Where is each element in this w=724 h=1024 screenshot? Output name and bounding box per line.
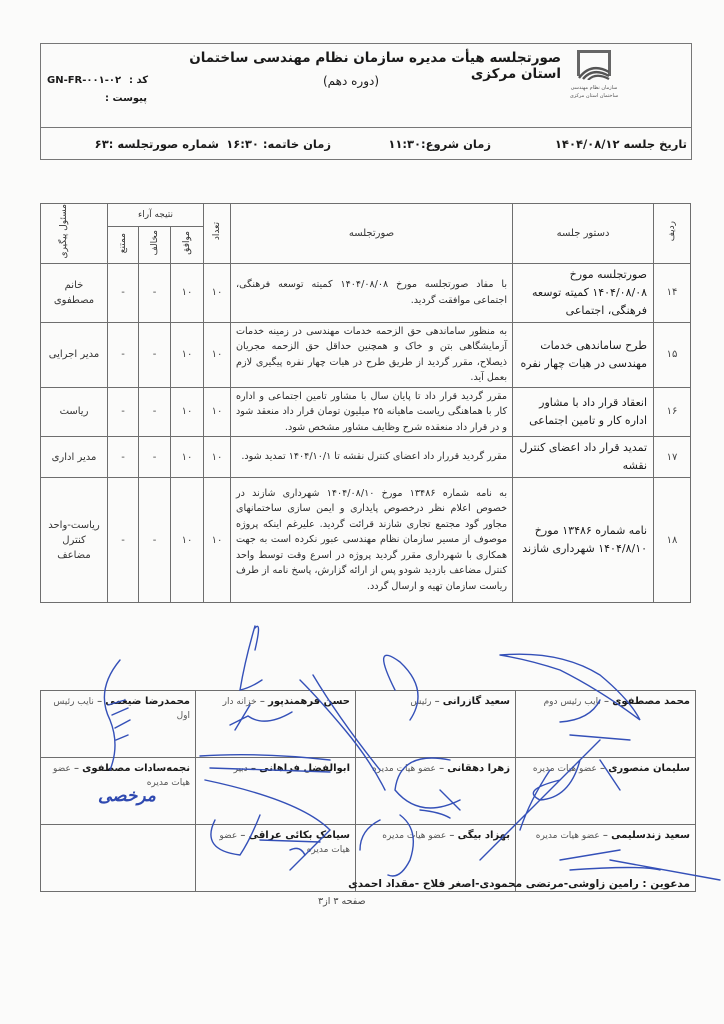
signatory-role: نایب رئیس دوم [543,697,601,707]
header-vote-result: نتیجه آراء [108,204,204,227]
header-agenda: دستور جلسه [513,204,654,264]
signatory-role: عضو هیات مدیره [219,831,350,855]
start-time: زمان شروع:۱۱:۳۰ [388,137,491,151]
agenda-item: انعقاد قرار داد با مشاور اداره کار و تامین اجتماعی [513,387,654,437]
minutes-text: مقرر گردید قرار داد تا پایان سال با مشاور تامین اجتماعی و اداره کار با هماهنگی ریاست ماهیانه ۲۵ میلیون تومان قرار داد منعقد شود و در قرار داد منعقده شرح وظایف مشاور مشخص شود. [231,387,513,437]
table-row [41,437,691,478]
signatory-name: سعید گازرانی [442,696,510,707]
separator: – [435,763,448,774]
responsible-party: ریاست-واحد کنترل مضاعف [41,478,108,603]
signatory-role: عضو هیات مدیره [52,764,190,788]
row-number: ۱۶ [654,387,691,437]
votes-agree: ۱۰ [171,322,204,387]
signatory-cell [516,691,696,758]
end-time: زمان خاتمه: ۱۶:۳۰ [226,137,331,151]
signatory-name: سیامک بکائی عراقی [248,830,350,841]
votes-oppose: - [139,437,171,478]
agenda-item: صورتجلسه مورخ ۱۴۰۴/۰۸/۰۸ کمیته توسعه فرهنگی، اجتماعی [513,263,654,322]
document-code-value: GN-FR-۰۰۱-۰۲ [47,75,122,86]
minutes-text: به منظور ساماندهی حق الزحمه خدمات مهندسی در زمینه خدمات آزمایشگاهی بتن و خاک و همچنین حداقل حق الزحمه مجریان ذیصلاح، مقرر گردید از طریق طرح در هیات چهار نفره پیگیری لازم بعمل آید. [231,322,513,387]
signatory-name: سلیمان منصوری [608,763,690,774]
signatory-name: محمد مصطفوی [612,696,690,707]
signatory-name: حسن فرهمندپور [268,696,350,707]
votes-abstain: - [108,387,139,437]
separator: – [446,830,458,841]
signatory-cell [41,825,196,892]
agenda-item: طرح ساماندهی خدمات مهندسی در هیات چهار نفره [513,322,654,387]
row-number: ۱۷ [654,437,691,478]
table-row [41,263,691,322]
separator: – [599,830,612,841]
header-divider [41,127,691,128]
votes-abstain: - [108,437,139,478]
votes-oppose: - [139,478,171,603]
document-header [40,43,692,160]
attachment-label: پیوست : [105,93,148,104]
separator: – [93,696,106,707]
signatory-cell [196,758,356,825]
separator: – [247,763,260,774]
logo-stripes-icon [575,58,613,80]
table-row [41,387,691,437]
handwritten-remark: مرخصی [98,786,156,806]
votes-oppose: - [139,263,171,322]
separator: – [237,830,249,841]
vote-count: ۱۰ [204,387,231,437]
agenda-item: نامه شماره ۱۳۴۸۶ مورخ ۱۴۰۴/۸/۱۰ شهرداری شازند [513,478,654,603]
minutes-number: شماره صورتجلسه :۶۳ [94,137,219,151]
header-abstain: ممتنع [108,226,139,263]
signatory-name: بهزاد بیگی [457,830,510,841]
separator: – [431,696,443,707]
responsible-party: خانم مصطفوی [41,263,108,322]
row-number: ۱۵ [654,322,691,387]
signatory-cell [356,758,516,825]
votes-abstain: - [108,478,139,603]
meeting-date: تاریخ جلسه ۱۴۰۴/۰۸/۱۲ [554,137,687,151]
minutes-text: به نامه شماره ۱۳۴۸۶ مورخ ۱۴۰۴/۰۸/۱۰ شهرداری شازند در خصوص اعلام نظر درخصوص پایداری و ایمن سازی ساختمانهای مجاور گود مجتمع تجاری شازند قرائت گردید. علیرغم اینکه پروژه موصوف از مسیر سازمان نظام مهندسی عبور نکرده است به جهت همکاری با شهرداری مقرر گردید پروژه در اسرع وقت توسط واحد کنترل مضاعف بازدید شودو پس از ارائه گزارش، پاسخ نامه از طرف ریاست سازمان تهیه و ارسال گردد. [231,478,513,603]
document-code-label: کد : [129,75,149,86]
header-minutes: صورتجلسه [231,204,513,264]
votes-oppose: - [139,322,171,387]
header-agree: موافق [171,226,204,263]
signatory-role: عضو هیات مدیره [532,764,597,774]
signatory-name: نجمه‌سادات مصطفوی [82,763,190,774]
row-number: ۱۴ [654,263,691,322]
signatory-role: خزانه دار [222,697,257,707]
vote-count: ۱۰ [204,263,231,322]
signatory-role: عضو هیات مدیره [371,764,436,774]
document-title: صورتجلسه هیأت مدیره سازمان نظام مهندسی ساختمان استان مرکزی [189,50,561,82]
signature-row [41,691,696,758]
signatory-name: ابوالفضل فراهانی [259,763,350,774]
votes-agree: ۱۰ [171,478,204,603]
separator: – [70,763,83,774]
votes-agree: ۱۰ [171,437,204,478]
page-number: صفحه ۳ از۳ [318,896,366,907]
row-number: ۱۸ [654,478,691,603]
vote-count: ۱۰ [204,478,231,603]
votes-abstain: - [108,322,139,387]
responsible-party: مدیر اجرایی [41,322,108,387]
signatory-name: زهرا دهقانی [447,763,510,774]
agenda-item: تمدید قرار داد اعضای کنترل نقشه [513,437,654,478]
votes-agree: ۱۰ [171,263,204,322]
header-count: تعداد [204,204,231,264]
separator: – [256,696,269,707]
logo-caption: سازمان نظام مهندسی ساختمان استان مرکزی [569,85,619,99]
signatory-cell [356,691,516,758]
signatory-role: عضو هیات مدیره [382,831,447,841]
table-row [41,322,691,387]
signatory-cell [41,691,196,758]
invitees-list: مدعوین : رامین زاوشی-مرتضی محمودی-اصغر فلاح -مقداد احمدی [348,878,690,890]
separator: – [600,696,613,707]
votes-agree: ۱۰ [171,387,204,437]
vote-count: ۱۰ [204,437,231,478]
signatory-role: رئیس [410,697,432,707]
signatory-role: عضو هیات مدیره [535,831,600,841]
organization-logo [569,48,619,118]
header-responsible: مسئول پیگیری [41,204,108,264]
signatory-role: نایب رئیس اول [53,697,190,721]
header-row-number: ردیف [654,204,691,264]
responsible-party: مدیر اداری [41,437,108,478]
signatory-cell [196,691,356,758]
signatory-cell [196,825,356,892]
table-row [41,478,691,603]
signatory-cell [516,758,696,825]
minutes-text: مقرر گردید قررار داد اعضای کنترل نقشه تا ۱۴۰۴/۱۰/۱ تمدید شود. [231,437,513,478]
vote-count: ۱۰ [204,322,231,387]
signatory-name: سعید زندسلیمی [611,830,690,841]
votes-oppose: - [139,387,171,437]
signatory-role: دبیر [233,764,248,774]
minutes-table [40,203,691,603]
header-oppose: مخالف [139,226,171,263]
signatory-name: محمدرضا ضیغمی [105,696,190,707]
responsible-party: ریاست [41,387,108,437]
minutes-text: با مفاد صورتجلسه مورخ ۱۴۰۴/۰۸/۰۸ کمیته توسعه فرهنگی، اجتماعی موافقت گردید. [231,263,513,322]
separator: – [596,763,609,774]
votes-abstain: - [108,263,139,322]
document-period: (دوره دهم) [322,74,380,88]
